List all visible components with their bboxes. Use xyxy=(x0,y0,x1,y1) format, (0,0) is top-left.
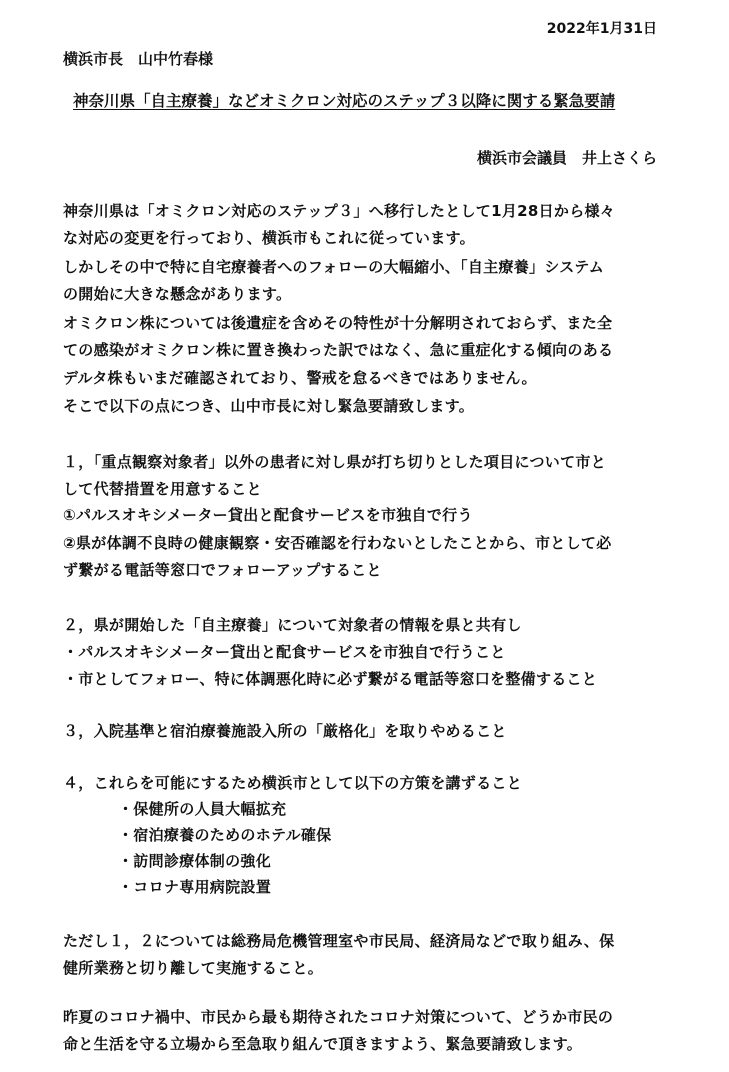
body-line: の開始に大きな懸念があります。 xyxy=(63,285,292,303)
body-line: ての感染がオミクロン株に置き換わった訳ではなく、急に重症化する傾向のある xyxy=(63,341,614,359)
item-1-line: １，「重点観察対象者」以外の患者に対し県が打ち切りとした項目について市と xyxy=(63,453,607,471)
item-4-subitem: ・保健所の人員大幅拡充 xyxy=(118,800,287,818)
document-subject: 神奈川県「自主療養」などオミクロン対応のステップ３以降に関する緊急要請 xyxy=(73,92,616,110)
item-1-subitem: ②県が体調不良時の健康観察・安否確認を行わないとしたことから、市として必 xyxy=(63,534,612,552)
item-4-line: ４，これらを可能にするため横浜市として以下の方策を講ずること xyxy=(63,774,523,792)
closing-line: 昨夏のコロナ禍中、市民から最も期待されたコロナ対策について、どうか市民の xyxy=(63,1008,614,1026)
document-date: 2022年1月31日 xyxy=(546,21,657,37)
closing-line: 命と生活を守る立場から至急取り組んで頂きますよう、緊急要請致します。 xyxy=(63,1035,583,1053)
item-3-line: ３，入院基準と宿泊療養施設入所の「厳格化」を取りやめること xyxy=(63,722,507,740)
note-line: ただし１，２については総務局危機管理室や市民局、経済局などで取り組み、保 xyxy=(63,932,615,950)
item-1-subitem: ず繋がる電話等窓口でフォローアップすること xyxy=(63,561,382,579)
item-4-subitem: ・宿泊療養のためのホテル確保 xyxy=(118,826,332,844)
body-line: そこで以下の点につき、山中市長に対し緊急要請致します。 xyxy=(63,397,475,415)
item-1-subitem: ①パルスオキシメーター貸出と配食サービスを市独自で行う xyxy=(63,506,473,524)
item-4-subitem: ・訪問診療体制の強化 xyxy=(118,852,272,870)
item-2-line: ２，県が開始した「自主療養」について対象者の情報を県と共有し xyxy=(63,616,522,634)
body-line: な対応の変更を行っており、横浜市もこれに従っています。 xyxy=(63,229,475,247)
body-line: デルタ株もいまだ確認されており、警戒を怠るべきではありません。 xyxy=(63,369,537,387)
note-line: 健所業務と切り離して実施すること。 xyxy=(63,959,324,977)
item-2-subitem: ・市としてフォロー、特に体調悪化時に必ず繋がる電話等窓口を整備すること xyxy=(63,670,598,688)
sender-name: 横浜市会議員 井上さくら xyxy=(476,149,657,167)
body-line: オミクロン株については後遺症を含めその特性が十分解明されておらず、また全 xyxy=(63,314,613,332)
body-line: しかしその中で特に自宅療養者へのフォローの大幅縮小、「自主療養」システム xyxy=(63,258,605,276)
item-4-subitem: ・コロナ専用病院設置 xyxy=(118,878,272,896)
item-2-subitem: ・パルスオキシメーター貸出と配食サービスを市独自で行うこと xyxy=(63,643,506,661)
body-line: 神奈川県は「オミクロン対応のステップ３」へ移行したとして1月28日から様々 xyxy=(63,202,616,220)
item-1-line: して代替措置を用意すること xyxy=(63,480,262,498)
addressee: 横浜市長 山中竹春様 xyxy=(63,50,214,68)
